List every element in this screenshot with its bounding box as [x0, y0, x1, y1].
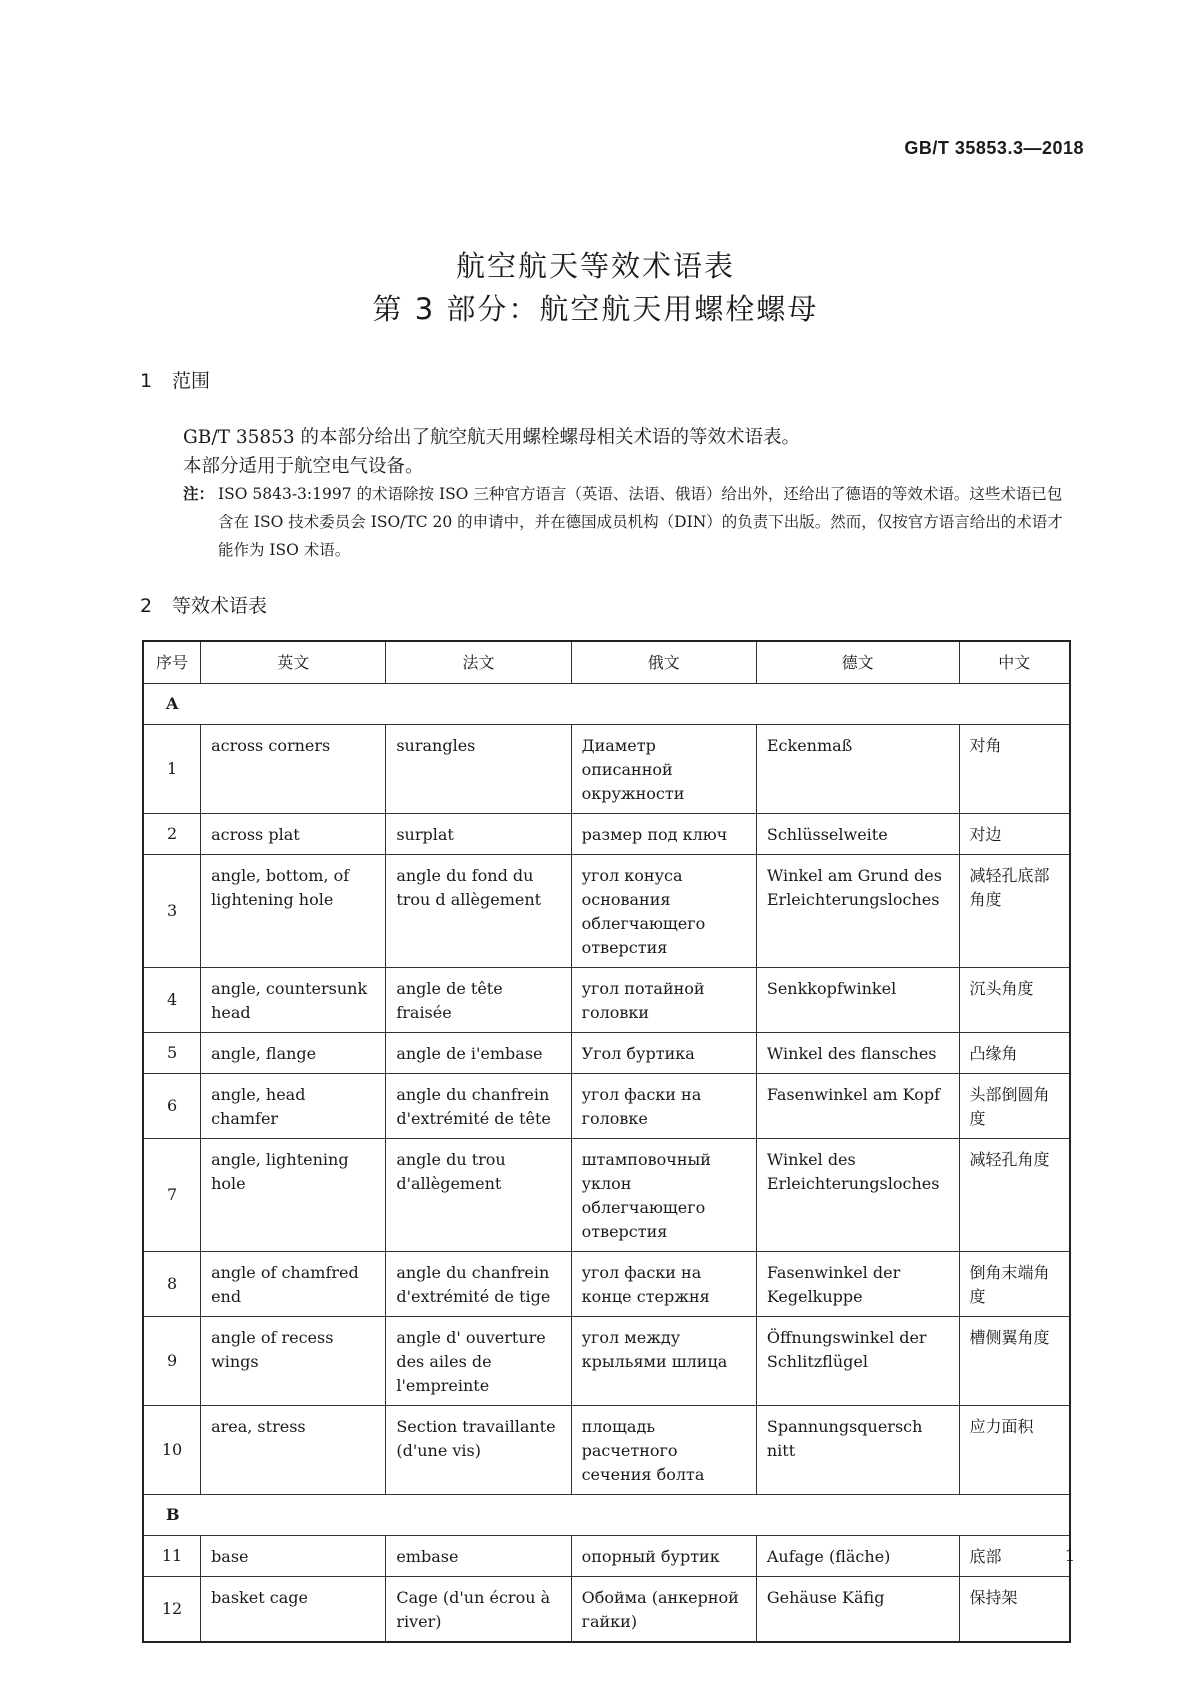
table-row — [143, 1406, 1070, 1495]
table-header-row — [143, 641, 1070, 684]
table-row — [143, 725, 1070, 814]
cell-french: Cage (d'un écrou à river) — [386, 1577, 571, 1643]
col-header-english: 英文 — [201, 641, 386, 684]
cell-number: 11 — [143, 1536, 201, 1577]
cell-english: area, stress — [201, 1406, 386, 1495]
cell-german: Aufage (fläche) — [756, 1536, 959, 1577]
cell-russian: угол потайной головки — [571, 968, 756, 1033]
section-2-heading — [140, 591, 267, 618]
cell-russian: размер под ключ — [571, 814, 756, 855]
cell-french: angle de tête fraisée — [386, 968, 571, 1033]
cell-number: 7 — [143, 1139, 201, 1252]
cell-french: surangles — [386, 725, 571, 814]
standard-code: GB/T 35853.3—2018 — [904, 138, 1084, 158]
cell-english: across corners — [201, 725, 386, 814]
cell-russian: Обойма (анкерной гайки) — [571, 1577, 756, 1643]
table-row — [143, 1252, 1070, 1317]
group-row-b — [143, 1495, 1070, 1536]
col-header-chinese: 中文 — [959, 641, 1070, 684]
table-row — [143, 1317, 1070, 1406]
cell-english: across plat — [201, 814, 386, 855]
cell-german: Öffnungswinkel der Schlitzflügel — [756, 1317, 959, 1406]
cell-chinese: 底部 — [959, 1536, 1070, 1577]
cell-number: 10 — [143, 1406, 201, 1495]
title-line-1: 航空航天等效术语表 — [455, 249, 735, 283]
cell-french: angle du fond du trou d allègement — [386, 855, 571, 968]
cell-english: angle, countersunk head — [201, 968, 386, 1033]
cell-german: Winkel des Erleichterungsloches — [756, 1139, 959, 1252]
section-1-number: 1 — [140, 370, 153, 392]
section-1-heading — [140, 366, 210, 393]
cell-chinese: 倒角末端角度 — [959, 1252, 1070, 1317]
cell-english: basket cage — [201, 1577, 386, 1643]
table-row — [143, 1033, 1070, 1074]
cell-chinese: 应力面积 — [959, 1406, 1070, 1495]
table-row — [143, 1577, 1070, 1643]
cell-number: 8 — [143, 1252, 201, 1317]
table-row — [143, 1536, 1070, 1577]
cell-german: Winkel des flansches — [756, 1033, 959, 1074]
cell-french: angle du chanfrein d'extrémité de tête — [386, 1074, 571, 1139]
cell-chinese: 减轻孔底部角度 — [959, 855, 1070, 968]
cell-chinese: 对角 — [959, 725, 1070, 814]
cell-number: 3 — [143, 855, 201, 968]
cell-english: angle, flange — [201, 1033, 386, 1074]
cell-russian: угол фаски на головке — [571, 1074, 756, 1139]
cell-german: Fasenwinkel am Kopf — [756, 1074, 959, 1139]
cell-french: angle du trou d'allègement — [386, 1139, 571, 1252]
cell-french: angle d' ouverture des ailes de l'empreinte — [386, 1317, 571, 1406]
cell-number: 1 — [143, 725, 201, 814]
cell-german: Winkel am Grund des Erleichterungsloches — [756, 855, 959, 968]
scope-paragraph-1: GB/T 35853 的本部分给出了航空航天用螺栓螺母相关术语的等效术语表。 — [183, 427, 801, 448]
title-line-2: 第 3 部分：航空航天用螺栓螺母 — [372, 292, 819, 326]
note-text: ISO 5843-3:1997 的术语除按 ISO 三种官方语言（英语、法语、俄语）给出外，还给出了德语的等效术语。这些术语已包含在 ISO 技术委员会 ISO/TC 20 的申请中，并在德国成员机构（DIN）的负责下出版。然而，仅按官方语言给出的术语才能作为 ISO 术语。 — [218, 485, 1063, 559]
cell-german: Senkkopfwinkel — [756, 968, 959, 1033]
note-label: 注： — [183, 485, 215, 503]
section-2-title: 等效术语表 — [172, 595, 268, 617]
table-row — [143, 855, 1070, 968]
cell-russian: Угол буртика — [571, 1033, 756, 1074]
cell-chinese: 对边 — [959, 814, 1070, 855]
cell-german: Schlüsselweite — [756, 814, 959, 855]
col-header-number: 序号 — [143, 641, 201, 684]
col-header-german: 德文 — [756, 641, 959, 684]
cell-english: base — [201, 1536, 386, 1577]
table-row — [143, 1139, 1070, 1252]
cell-english: angle of chamfred end — [201, 1252, 386, 1317]
cell-chinese: 凸缘角 — [959, 1033, 1070, 1074]
cell-russian: угол конуса основания облегчающего отверстия — [571, 855, 756, 968]
cell-russian: опорный буртик — [571, 1536, 756, 1577]
cell-russian: угол между крыльями шлица — [571, 1317, 756, 1406]
cell-english: angle, lightening hole — [201, 1139, 386, 1252]
cell-number: 4 — [143, 968, 201, 1033]
cell-chinese: 头部倒圆角度 — [959, 1074, 1070, 1139]
cell-french: angle de i'embase — [386, 1033, 571, 1074]
cell-french: surplat — [386, 814, 571, 855]
cell-german: Fasenwinkel der Kegelkuppe — [756, 1252, 959, 1317]
table-row — [143, 968, 1070, 1033]
cell-chinese: 保持架 — [959, 1577, 1070, 1643]
cell-german: Eckenmaß — [756, 725, 959, 814]
cell-german: Gehäuse Käfig — [756, 1577, 959, 1643]
scope-note — [183, 480, 1073, 564]
cell-french: angle du chanfrein d'extrémité de tige — [386, 1252, 571, 1317]
terms-table — [142, 640, 1071, 1643]
group-label-b: B — [143, 1495, 1070, 1536]
cell-english: angle, head chamfer — [201, 1074, 386, 1139]
group-label-a: A — [143, 684, 1070, 725]
group-row-a — [143, 684, 1070, 725]
cell-russian: площадь расчетного сечения болта — [571, 1406, 756, 1495]
cell-english: angle, bottom, of lightening hole — [201, 855, 386, 968]
section-1-title: 范围 — [172, 370, 211, 392]
cell-chinese: 沉头角度 — [959, 968, 1070, 1033]
cell-russian: угол фаски на конце стержня — [571, 1252, 756, 1317]
table-row — [143, 1074, 1070, 1139]
page-number: 1 — [1064, 1546, 1075, 1565]
section-2-number: 2 — [140, 595, 153, 617]
col-header-french: 法文 — [386, 641, 571, 684]
document-title — [0, 245, 1191, 331]
cell-russian: Диаметр описанной окружности — [571, 725, 756, 814]
cell-number: 9 — [143, 1317, 201, 1406]
cell-french: Section travaillante (d'une vis) — [386, 1406, 571, 1495]
cell-number: 12 — [143, 1577, 201, 1643]
table-row — [143, 814, 1070, 855]
cell-german: Spannungsquersch nitt — [756, 1406, 959, 1495]
cell-russian: штамповочный уклон облегчающего отверстия — [571, 1139, 756, 1252]
cell-number: 5 — [143, 1033, 201, 1074]
cell-number: 6 — [143, 1074, 201, 1139]
cell-chinese: 槽侧翼角度 — [959, 1317, 1070, 1406]
cell-number: 2 — [143, 814, 201, 855]
col-header-russian: 俄文 — [571, 641, 756, 684]
scope-paragraph-2: 本部分适用于航空电气设备。 — [183, 456, 424, 477]
cell-english: angle of recess wings — [201, 1317, 386, 1406]
cell-chinese: 减轻孔角度 — [959, 1139, 1070, 1252]
cell-french: embase — [386, 1536, 571, 1577]
